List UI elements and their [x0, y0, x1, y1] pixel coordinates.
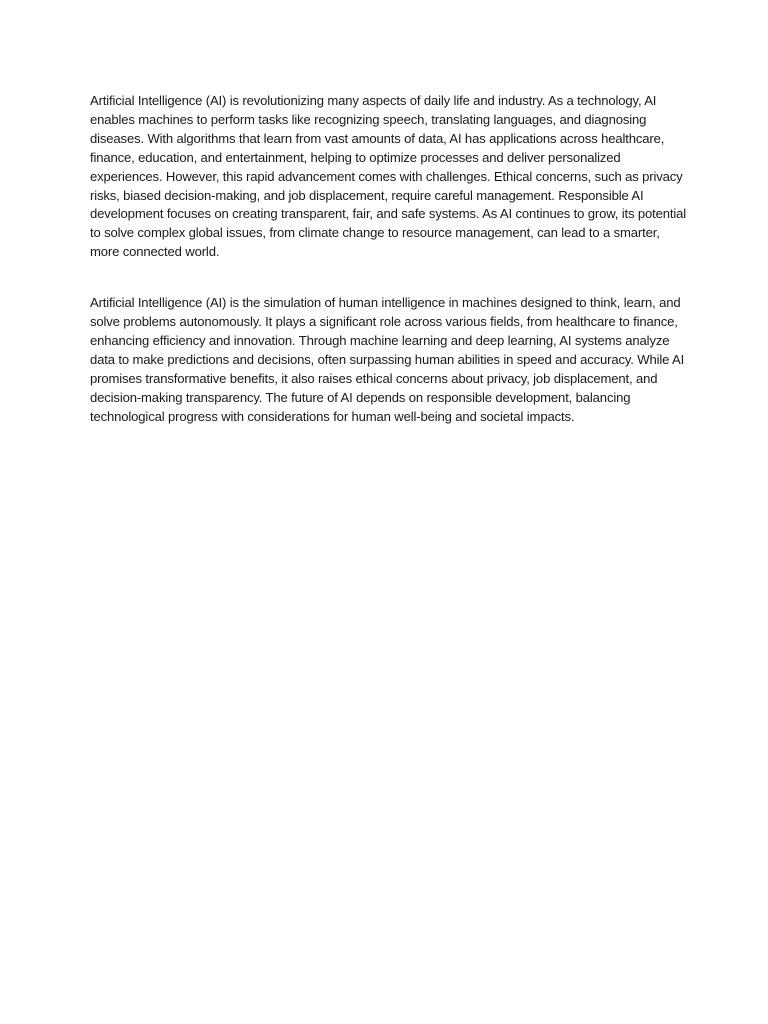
document-body: [90, 92, 690, 427]
paragraph-ai-revolution: Artificial Intelligence (AI) is revolutionizing many aspects of daily life and industry. As a technology, AI enables machines to perform tasks like recognizing speech, translating languages, and diagnosing diseases. With algorithms that learn from vast amounts of data, AI has applications across healthcare, finance, education, and entertainment, helping to optimize processes and deliver personalized experiences. However, this rapid advancement comes with challenges. Ethical concerns, such as privacy risks, biased decision-making, and job displacement, require careful management. Responsible AI development focuses on creating transparent, fair, and safe systems. As AI continues to grow, its potential to solve complex global issues, from climate change to resource management, can lead to a smarter, more connected world.: [90, 93, 687, 260]
paragraph-ai-definition: Artificial Intelligence (AI) is the simulation of human intelligence in machines designed to think, learn, and solve problems autonomously. It plays a significant role across various fields, from healthcare to finance, enhancing efficiency and innovation. Through machine learning and deep learning, AI systems analyze data to make predictions and decisions, often surpassing human abilities in speed and accuracy. While AI promises transformative benefits, it also raises ethical concerns about privacy, job displacement, and decision-making transparency. The future of AI depends on responsible development, balancing technological progress with considerations for human well-being and societal impacts.: [90, 295, 685, 424]
